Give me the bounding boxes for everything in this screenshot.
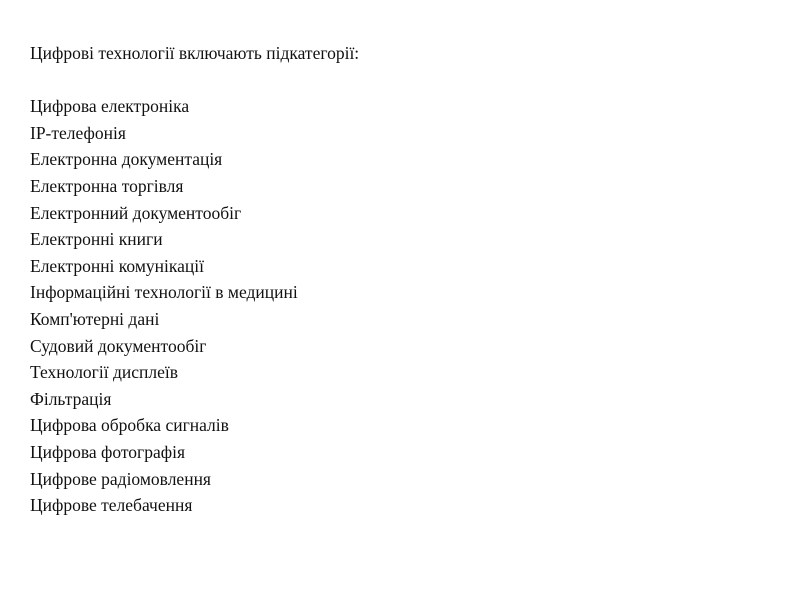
- list-item: Комп'ютерні дані: [30, 308, 160, 329]
- list-item: IP-телефонія: [30, 122, 126, 143]
- list-item: Технології дисплеїв: [30, 362, 178, 383]
- blank-line: [30, 67, 770, 94]
- list-item: Інформаційні технології в медицині: [30, 282, 298, 303]
- subcategory-list: [30, 93, 770, 519]
- list-item: Фільтрація: [30, 388, 112, 409]
- list-item: Електронні книги: [30, 229, 163, 250]
- list-item: Електронний документообіг: [30, 202, 242, 223]
- list-item: Судовий документообіг: [30, 335, 207, 356]
- list-item: Цифрова обробка сигналів: [30, 415, 229, 436]
- list-item: Електронна документація: [30, 149, 223, 170]
- list-item: Цифрова фотографія: [30, 441, 185, 462]
- list-item: Цифрове телебачення: [30, 495, 193, 516]
- list-item: Електронна торгівля: [30, 175, 184, 196]
- slide-heading: Цифрові технології включають підкатегорії:: [30, 43, 360, 63]
- list-item: Електронні комунікації: [30, 255, 204, 276]
- list-item: Цифрова електроніка: [30, 96, 190, 117]
- slide-content: [30, 40, 770, 519]
- list-item: Цифрове радіомовлення: [30, 468, 211, 489]
